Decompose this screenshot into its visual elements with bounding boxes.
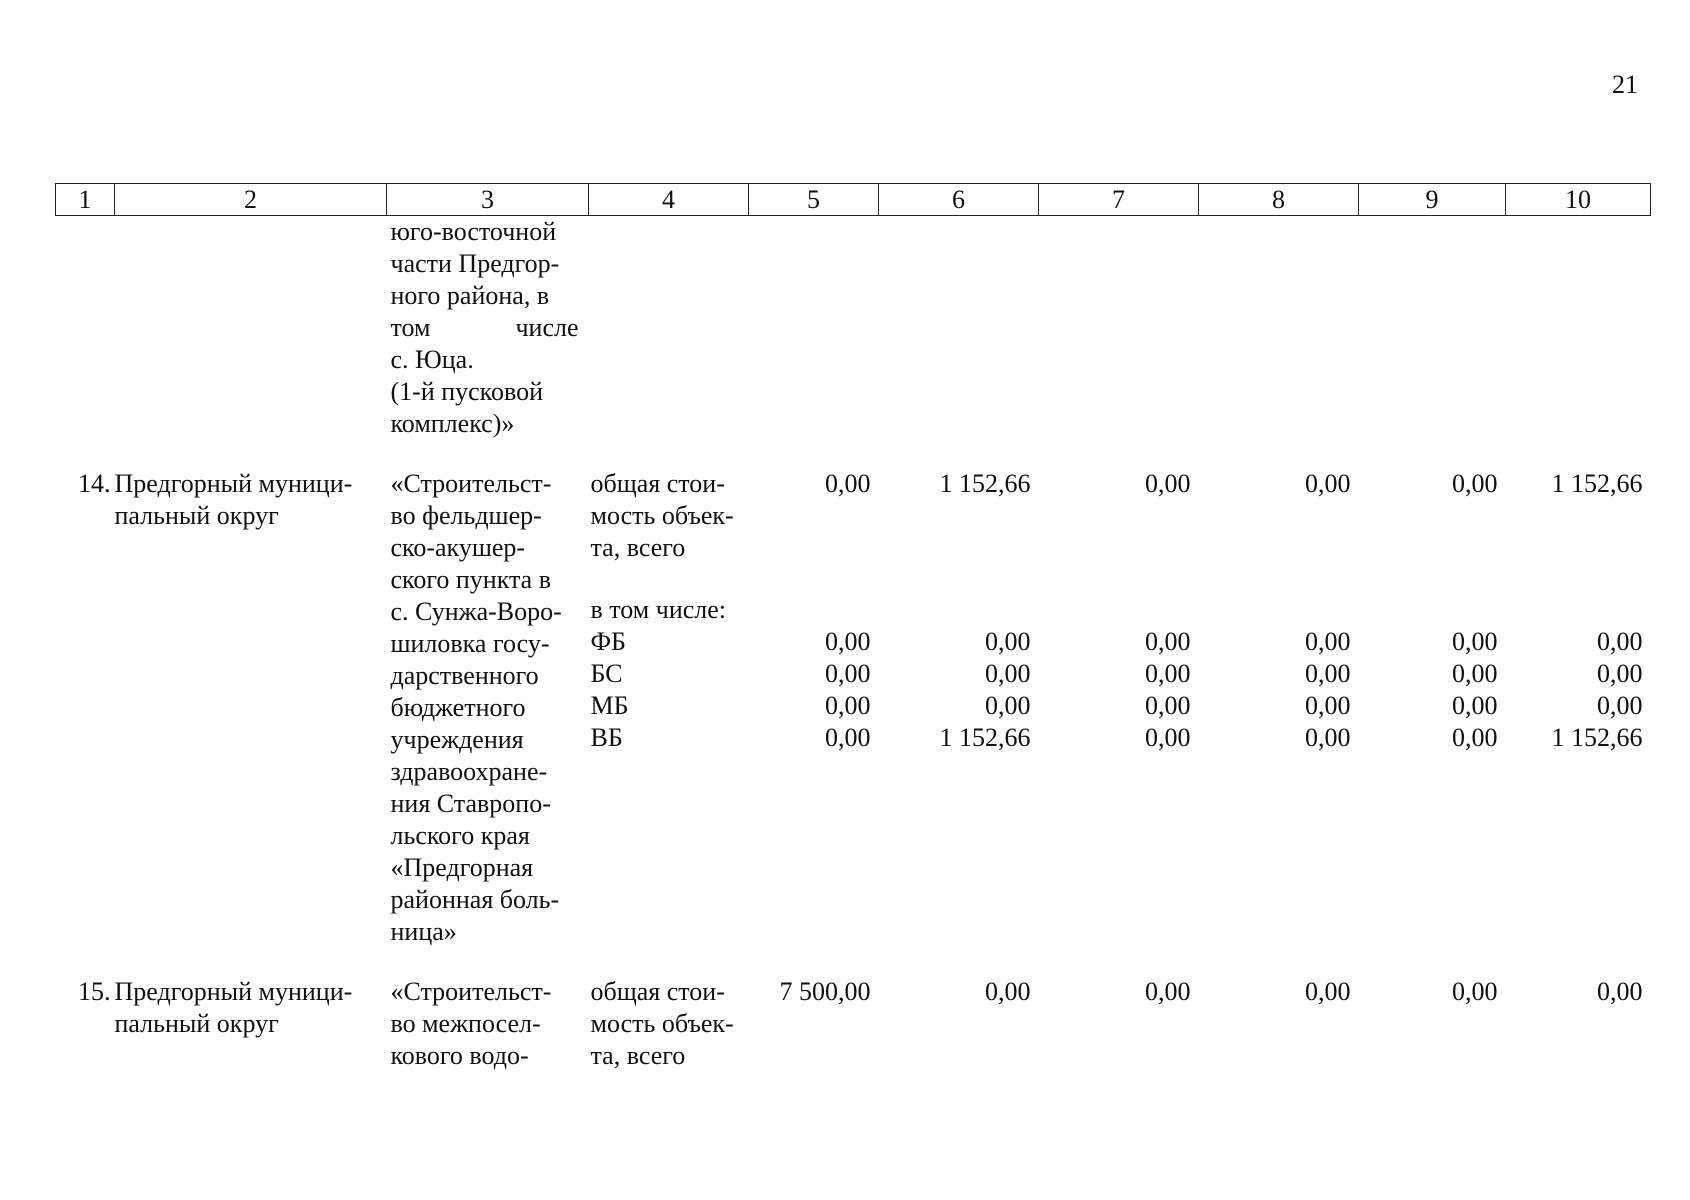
source-fb: ФБ bbox=[590, 627, 626, 656]
value-col-6: 0,00 bbox=[985, 977, 1031, 1006]
column-header-6: 6 bbox=[879, 184, 1039, 216]
organization-cell: Предгорный муници- пальный округ bbox=[114, 469, 353, 530]
value-col-9: 0,00 bbox=[1452, 977, 1498, 1006]
value-col-10: 1 152,66 0,00 0,00 0,00 1 152,66 bbox=[1551, 469, 1643, 752]
value-col-8: 0,00 bbox=[1305, 977, 1351, 1006]
funding-source-cell: общая стои- мость объек- та, всего bbox=[590, 977, 734, 1070]
table-row bbox=[56, 976, 1651, 1072]
funding-source-cell: общая стои- мость объек- та, всего в том числе: ФБ БС МБ ВБ bbox=[589, 468, 749, 948]
source-vb: ВБ bbox=[590, 723, 623, 752]
value-col-6: 1 152,66 0,00 0,00 0,00 1 152,66 bbox=[939, 469, 1031, 752]
value-col-7: 0,00 bbox=[1145, 977, 1191, 1006]
value-col-5: 7 500,00 bbox=[779, 977, 871, 1006]
column-header-9: 9 bbox=[1359, 184, 1506, 216]
value-col-9: 0,00 0,00 0,00 0,00 0,00 bbox=[1452, 469, 1498, 752]
object-description-cell: «Строительст- во фельдшер- ско-акушер- ского пункта в с. Сунжа-Воро- шиловка госу- дарственного бюджетного учреждения здравоохране- ния Ставропо- льского края «Предгорная районная боль- ница» bbox=[390, 469, 562, 946]
column-header-8: 8 bbox=[1199, 184, 1359, 216]
column-header-10: 10 bbox=[1506, 184, 1651, 216]
budget-table bbox=[55, 183, 1651, 1072]
column-header-3: 3 bbox=[387, 184, 589, 216]
column-header-5: 5 bbox=[749, 184, 879, 216]
value-col-5: 0,00 0,00 0,00 0,00 0,00 bbox=[825, 469, 871, 752]
column-header-7: 7 bbox=[1039, 184, 1199, 216]
value-col-7: 0,00 0,00 0,00 0,00 0,00 bbox=[1145, 469, 1191, 752]
organization-cell: Предгорный муници- пальный округ bbox=[114, 977, 353, 1038]
page-number: 21 bbox=[1612, 70, 1638, 99]
column-number-row bbox=[56, 184, 1651, 216]
continuation-row bbox=[56, 216, 1651, 441]
table-row bbox=[56, 468, 1651, 948]
source-bs: БС bbox=[590, 659, 623, 688]
source-mb: МБ bbox=[590, 691, 629, 720]
object-description-cell: «Строительст- во межпосел- кового водо- bbox=[390, 977, 552, 1070]
column-header-2: 2 bbox=[115, 184, 387, 216]
value-col-8: 0,00 0,00 0,00 0,00 0,00 bbox=[1305, 469, 1351, 752]
row-index: 14. bbox=[78, 469, 111, 498]
row-index: 15. bbox=[78, 977, 111, 1006]
column-header-4: 4 bbox=[589, 184, 749, 216]
column-header-1: 1 bbox=[56, 184, 115, 216]
value-col-10: 0,00 bbox=[1597, 977, 1643, 1006]
continuation-object-text: юго-восточной части Предгор- ного района, в том числе с. Юца. (1-й пусковой комплекс)» bbox=[390, 217, 579, 438]
